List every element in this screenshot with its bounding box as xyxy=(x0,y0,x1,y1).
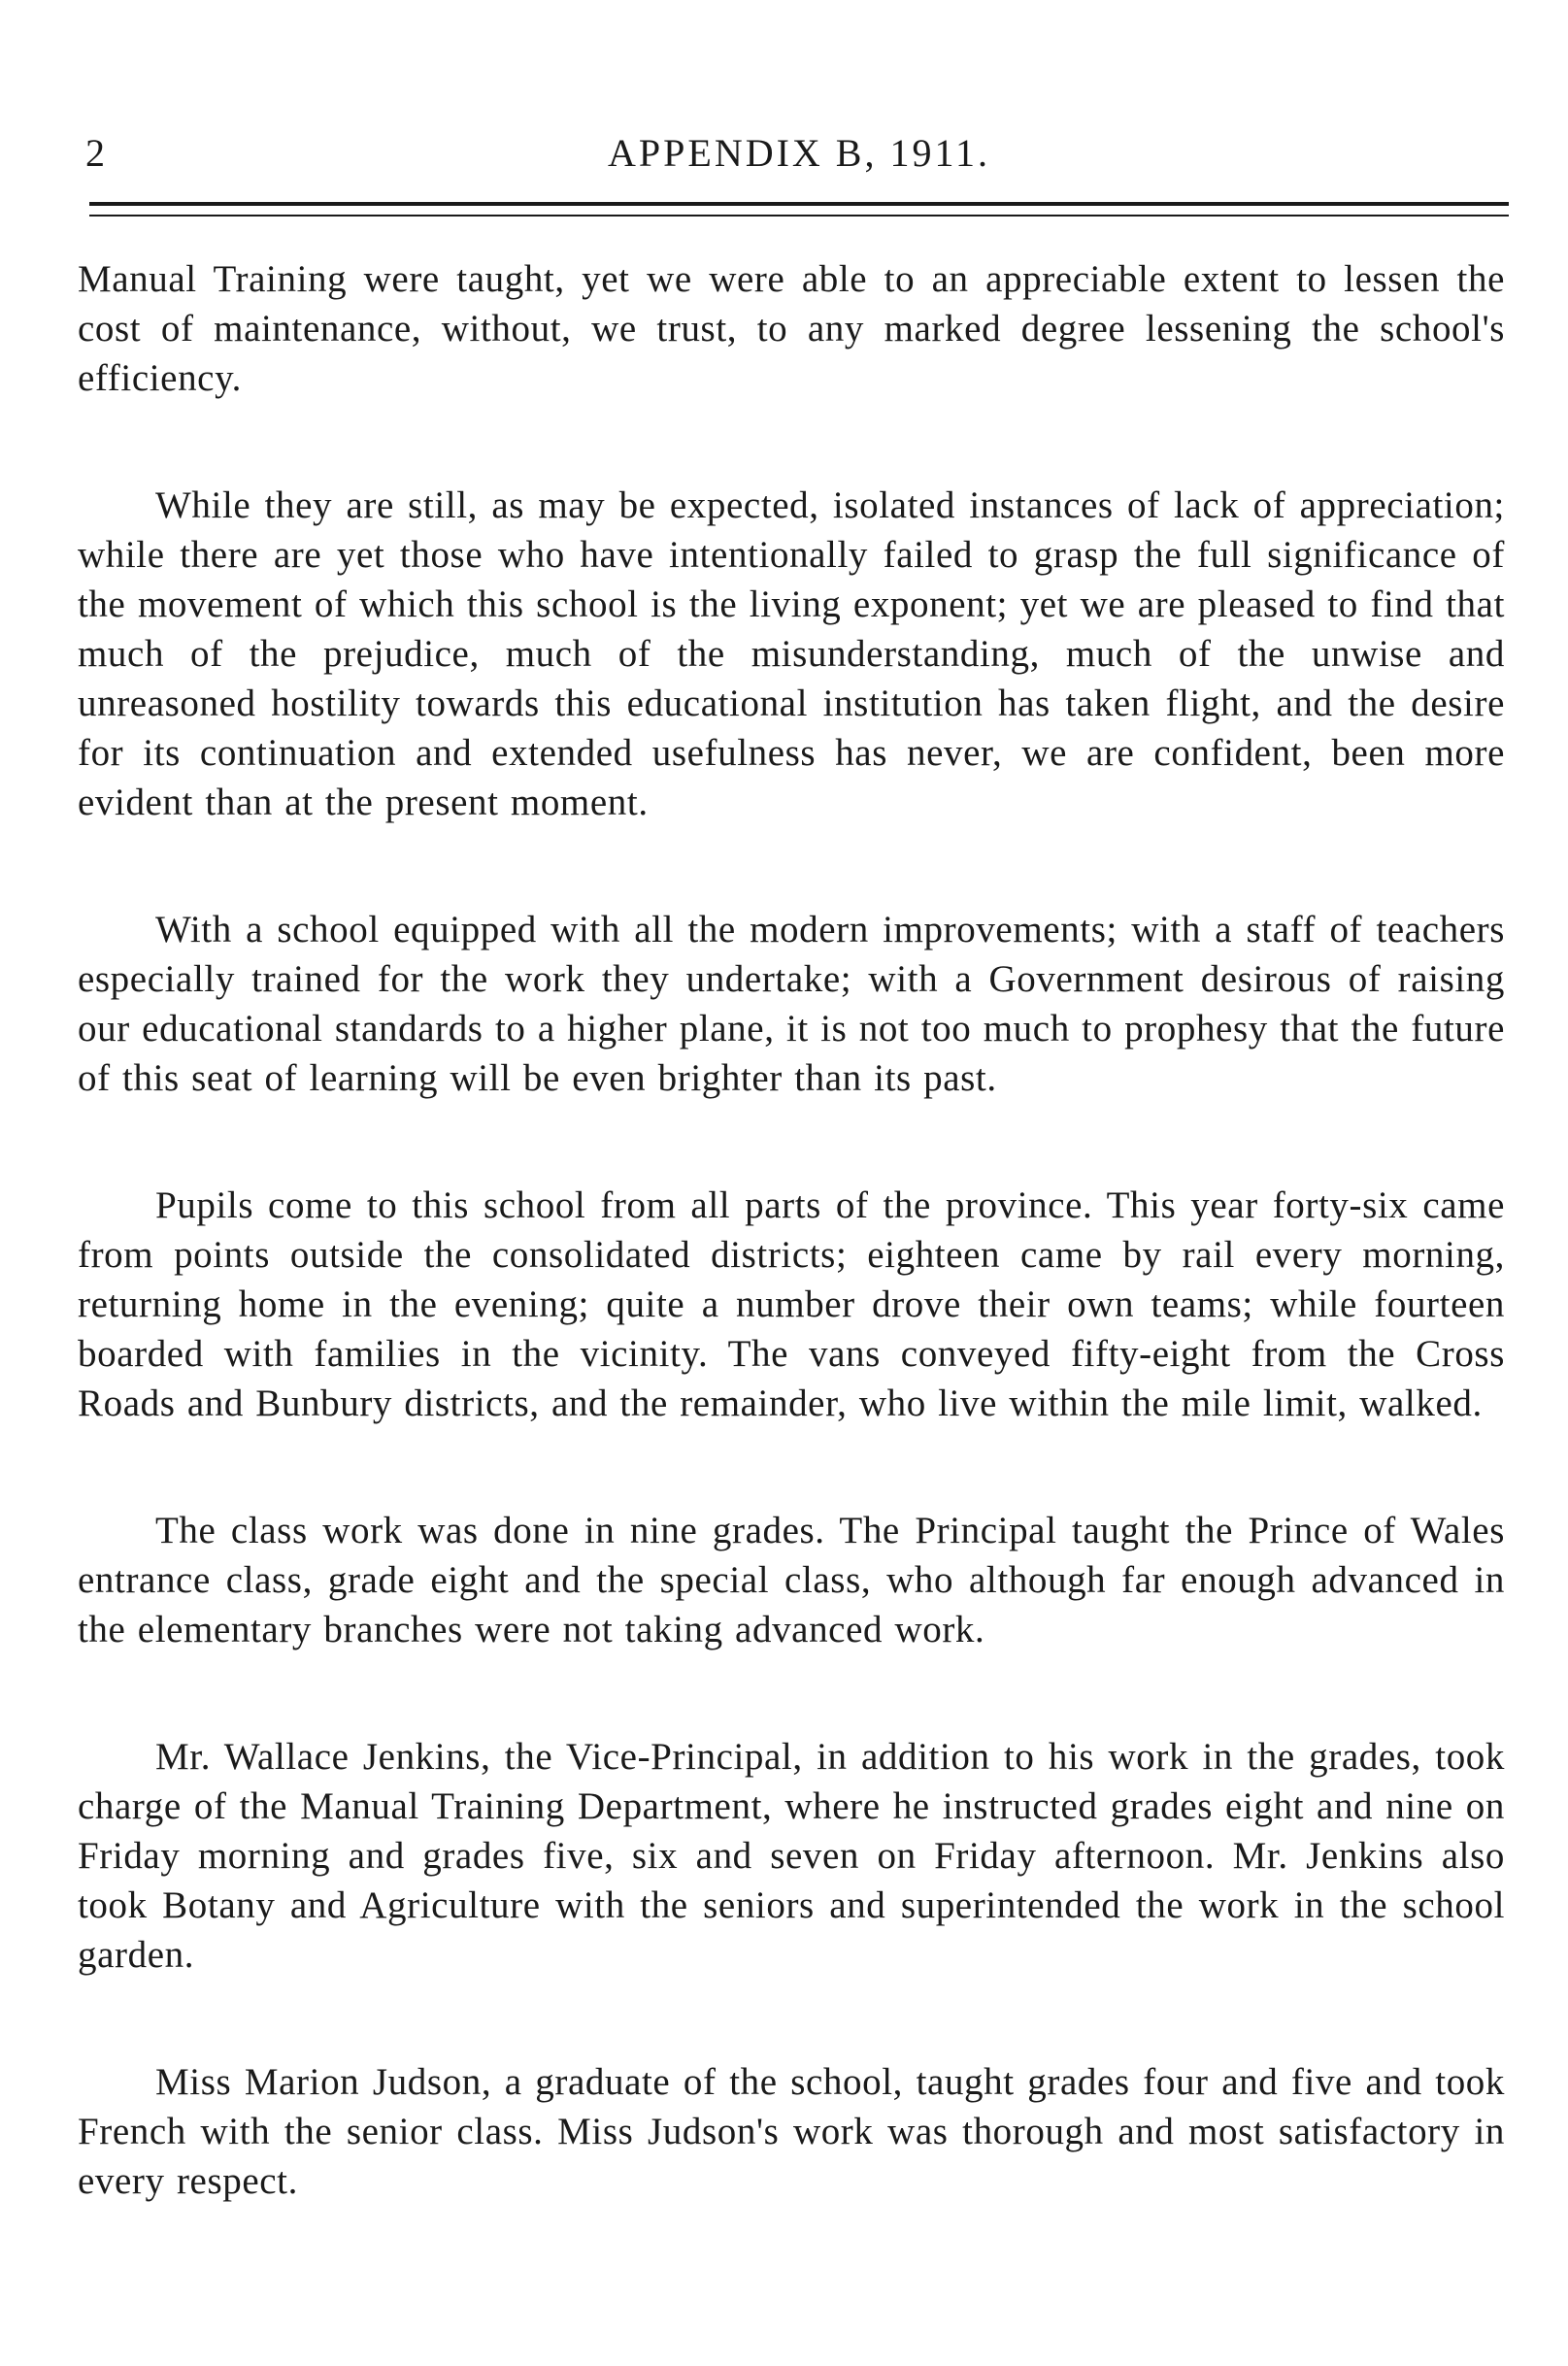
paragraph-continuation: Manual Training were taught, yet we were able to an appreciable extent to lessen the cost of maintenance, without, we trust, to any marked degree lessening the school's efficiency. xyxy=(78,258,1505,399)
header-rule-thick xyxy=(89,202,1509,206)
header-rule-thin xyxy=(89,215,1509,217)
paragraph-miss-judson: Miss Marion Judson, a graduate of the school, taught grades four and five and took French with the senior class. Miss Judson's work was thorough and most satisfactory in every respect. xyxy=(78,2061,1505,2202)
paragraph-pupils: Pupils come to this school from all parts of the province. This year forty-six came from points outside the consolidated districts; eighteen came by rail every morning, returning home in the evening; quite a number drove their own teams; while fourteen boarded with families in the vicinity. The vans conveyed fifty-eight from the Cross Roads and Bunbury districts, and the remainder, who live within the mile limit, walked. xyxy=(78,1184,1505,1424)
paragraph-appreciation: While they are still, as may be expected, isolated instances of lack of appreciation; while there are yet those who have intentionally failed to grasp the full significance of the movement of which this school is the living exponent; yet we are pleased to find that much of the prejudice, much of the misunderstanding, much of the unwise and unreasoned hostility towards this educational institution has taken flight, and the desire for its continuation and extended usefulness has never, we are confident, been more evident than at the present moment. xyxy=(78,484,1505,823)
page-number: 2 xyxy=(85,131,105,175)
paragraph-vice-principal: Mr. Wallace Jenkins, the Vice-Principal, in addition to his work in the grades, took charge of the Manual Training Department, where he instructed grades eight and nine on Friday morning and grades five, six and seven on Friday afternoon. Mr. Jenkins also took Botany and Agriculture with the seniors and superintended the work in the school garden. xyxy=(78,1736,1505,1976)
running-title: APPENDIX B, 1911. xyxy=(608,131,990,175)
page-header xyxy=(85,124,1513,183)
paragraph-future: With a school equipped with all the modern improvements; with a staff of teachers especially trained for the work they undertake; with a Government desirous of raising our educational standards to a higher plane, it is not too much to prophesy that the future of this seat of learning will be even brighter than its past. xyxy=(78,909,1505,1099)
body-text xyxy=(78,254,1505,2283)
paragraph-class-work: The class work was done in nine grades. The Principal taught the Prince of Wales entrance class, grade eight and the special class, who although far enough advanced in the elementary branches were not taking advanced work. xyxy=(78,1510,1505,1650)
